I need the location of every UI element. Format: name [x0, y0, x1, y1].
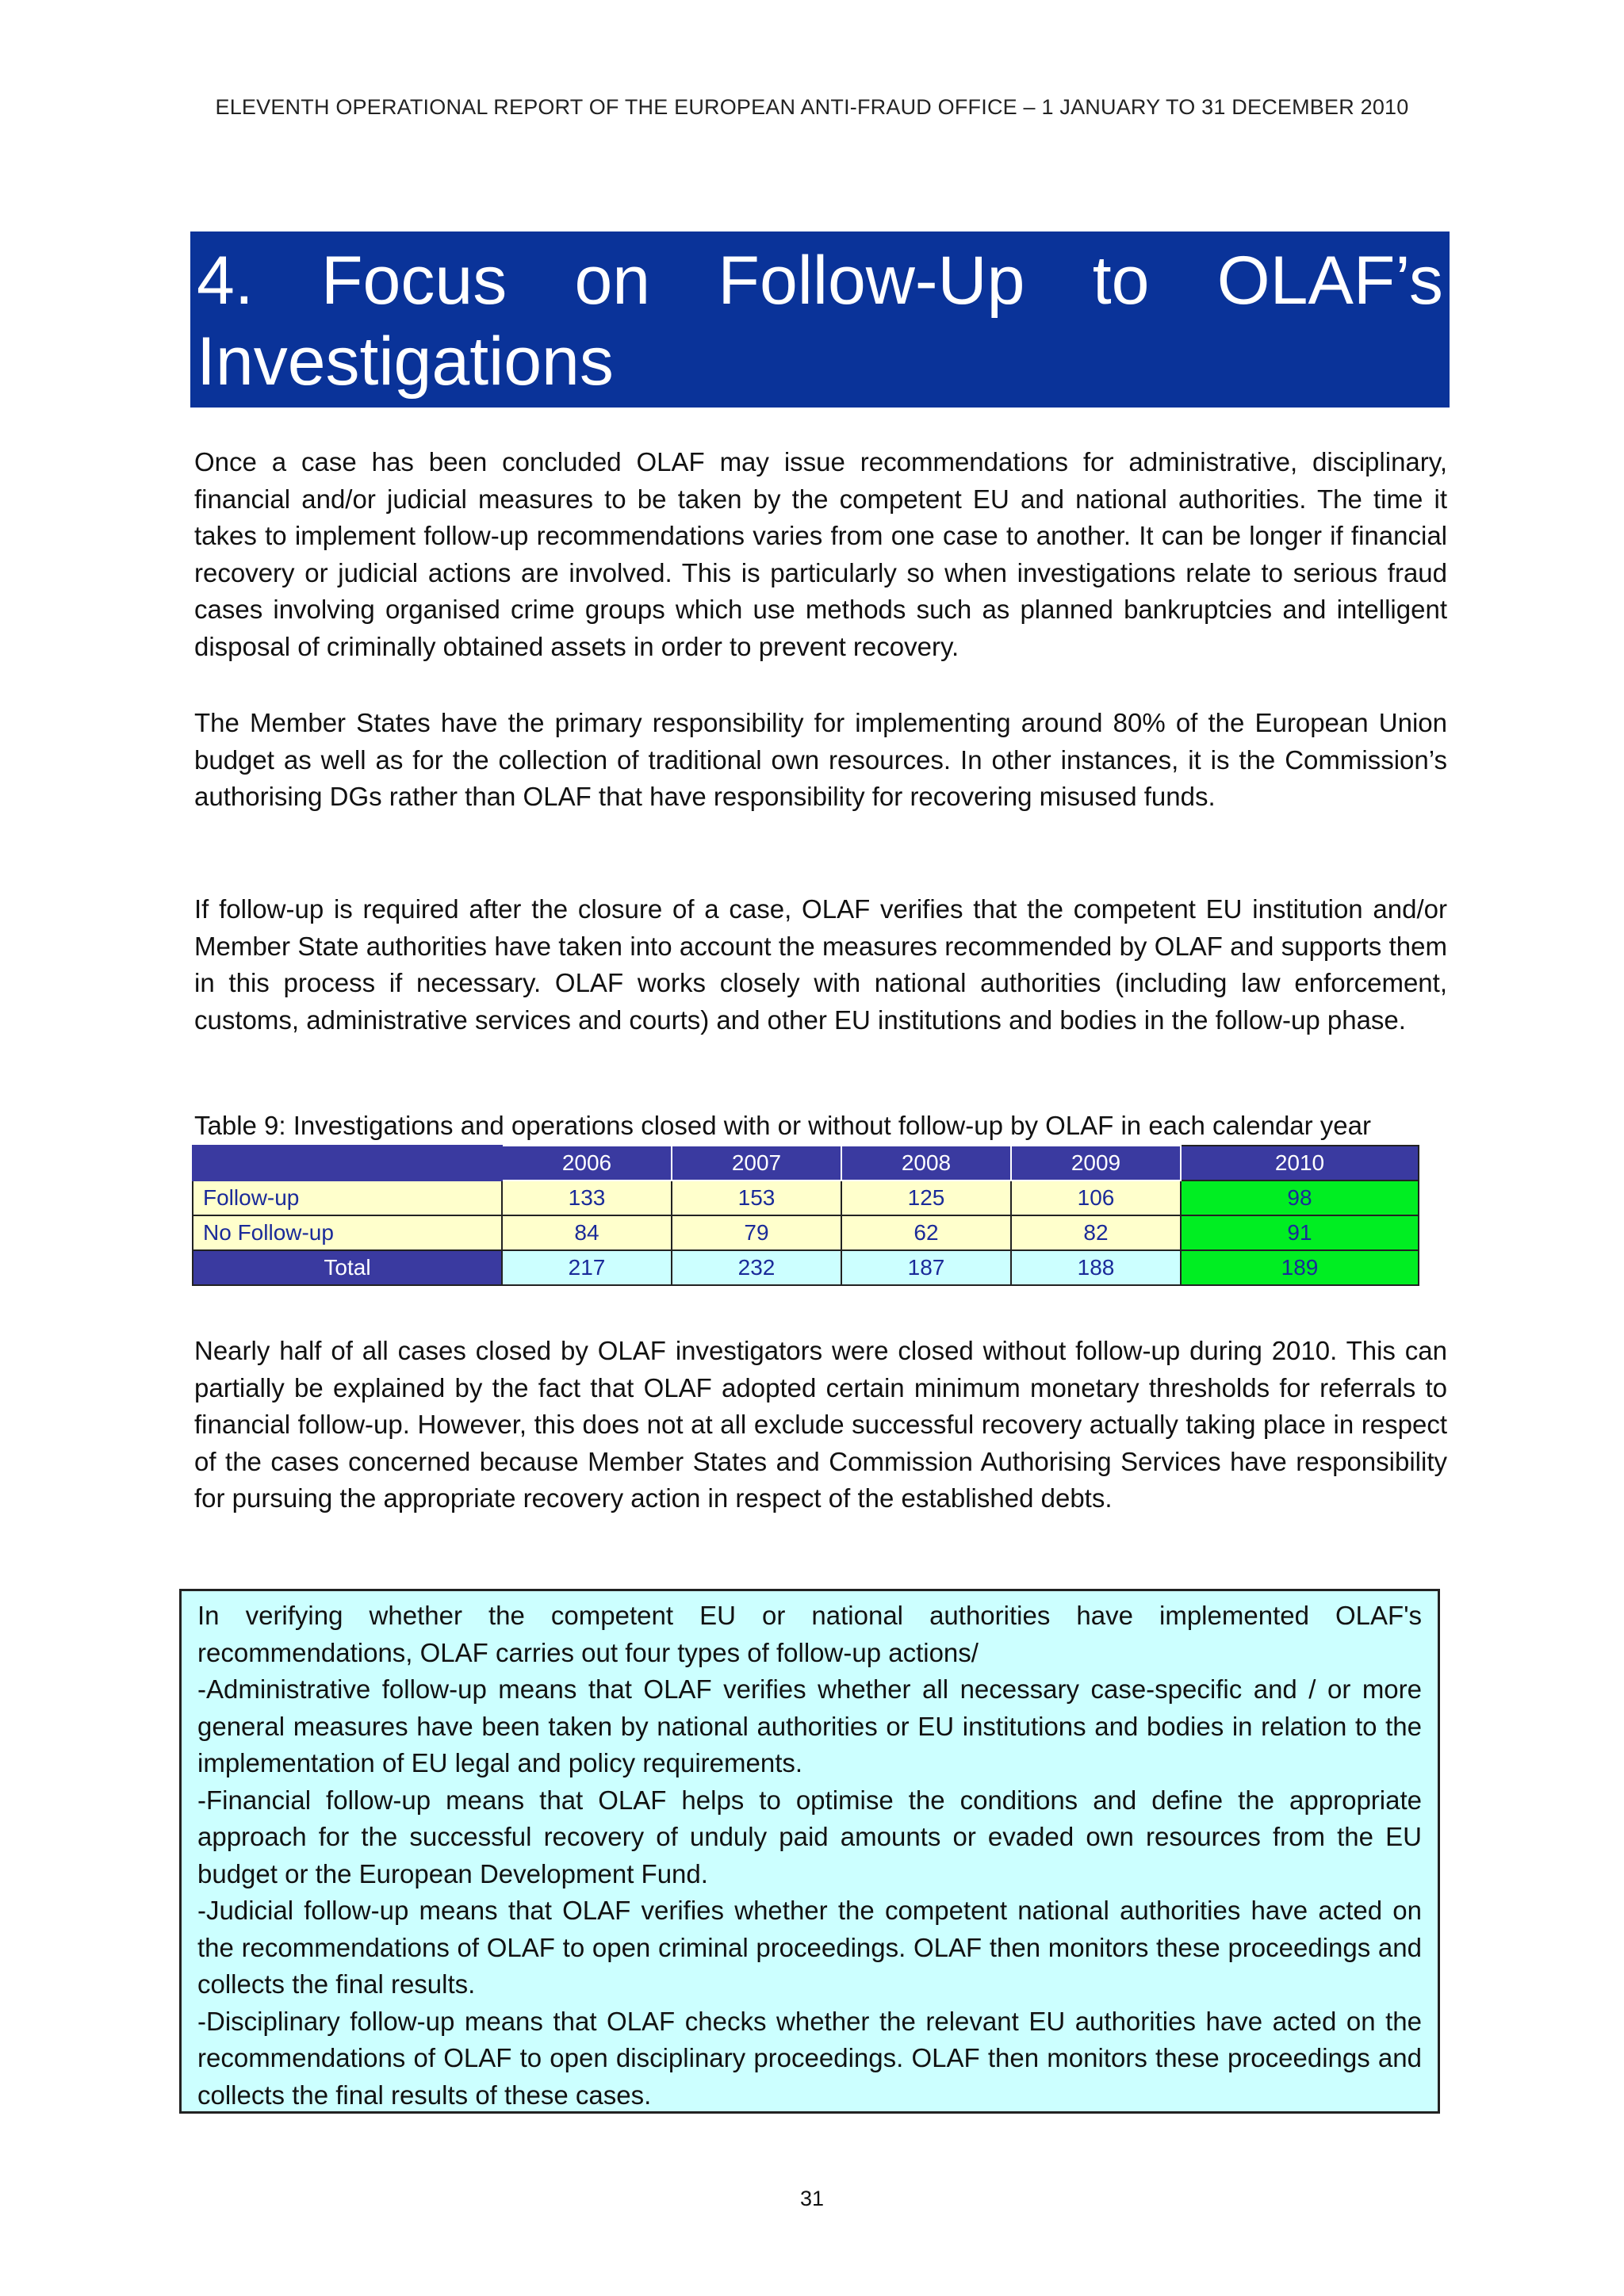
table-cell: 84 — [502, 1215, 672, 1250]
table-cell: 153 — [672, 1181, 841, 1215]
row-label: No Follow-up — [193, 1215, 502, 1250]
body-paragraph-2: The Member States have the primary responsibility for implementing around 80% of the European Union budget as well as for the collection of traditional own resources. In other instances, it is the Commission’s authorising DGs rather than OLAF that have responsibility for recovering misused funds. — [194, 708, 1447, 811]
year-header: 2010 — [1181, 1146, 1419, 1181]
chapter-number: 4. — [197, 243, 254, 319]
body-paragraph-1: Once a case has been concluded OLAF may issue recommendations for administrative, disciplinary, financial and/or judicial measures to be taken by the competent EU and national authorities. The time it takes to implement follow-up recommendations varies from one case to another. It can be longer if financial recovery or judicial actions are involved. This is particularly so when investigations relate to serious fraud cases involving organised crime groups which use methods such as planned bankruptcies and intelligent disposal of criminally obtained assets in order to prevent recovery. — [194, 447, 1447, 661]
chapter-word: to — [1092, 243, 1150, 319]
chapter-heading-line2: Investigations — [197, 323, 614, 400]
row-label-total: Total — [193, 1250, 502, 1285]
followup-info-box — [179, 1589, 1440, 2114]
year-header: 2007 — [672, 1146, 841, 1181]
followup-table — [192, 1145, 1419, 1286]
table-cell: 79 — [672, 1215, 841, 1250]
running-header: ELEVENTH OPERATIONAL REPORT OF THE EUROPEAN ANTI-FRAUD OFFICE – 1 JANUARY TO 31 DECEMBER 2010 — [215, 95, 1409, 119]
info-box-disciplinary: -Disciplinary follow-up means that OLAF checks whether the relevant EU authorities have acted on the recommendations of OLAF to open disciplinary proceedings. OLAF then monitors these proceedings and collects the final results of these cases. — [197, 2006, 1422, 2110]
year-header: 2009 — [1011, 1146, 1181, 1181]
table-caption: Table 9: Investigations and operations closed with or without follow-up by OLAF in each calendar year — [194, 1111, 1372, 1140]
table-cell: 82 — [1011, 1215, 1181, 1250]
chapter-word: Focus — [321, 243, 508, 319]
table-cell: 133 — [502, 1181, 672, 1215]
chapter-word: OLAF’s — [1216, 243, 1443, 319]
body-paragraph-3: If follow-up is required after the closure of a case, OLAF verifies that the competent EU institution and/or Member State authorities have taken into account the measures recommended by OLAF and supports them in this process if necessary. OLAF works closely with national authorities (including law enforcement, customs, administrative services and courts) and other EU institutions and bodies in the follow-up phase. — [194, 894, 1447, 1035]
table-cell: 106 — [1011, 1181, 1181, 1215]
info-box-financial: -Financial follow-up means that OLAF helps to optimise the conditions and define the appropriate approach for the successful recovery of unduly paid amounts or evaded own resources from the EU budget or the European Development Fund. — [197, 1785, 1422, 1888]
row-label: Follow-up — [193, 1181, 502, 1215]
table-cell-total: 187 — [841, 1250, 1011, 1285]
info-box-administrative: -Administrative follow-up means that OLAF verifies whether all necessary case-specific and / or more general measures have been taken by national authorities or EU institutions and bodies in relation to the implementation of EU legal and policy requirements. — [197, 1674, 1422, 1777]
table-cell-total: 217 — [502, 1250, 672, 1285]
table-cell-total: 232 — [672, 1250, 841, 1285]
year-header: 2008 — [841, 1146, 1011, 1181]
table-row-no-followup — [193, 1215, 1419, 1250]
table-cell: 125 — [841, 1181, 1011, 1215]
chapter-word: on — [574, 243, 651, 319]
table-header-row — [193, 1146, 1419, 1181]
table-cell-highlight: 91 — [1181, 1215, 1419, 1250]
table-row-followup — [193, 1181, 1419, 1215]
table-cell: 62 — [841, 1215, 1011, 1250]
chapter-word: Follow-Up — [718, 243, 1025, 319]
body-paragraph-4: Nearly half of all cases closed by OLAF investigators were closed without follow-up during 2010. This can partially be explained by the fact that OLAF adopted certain minimum monetary thresholds for referrals to financial follow-up. However, this does not at all exclude successful recovery actually taking place in respect of the cases concerned because Member States and Commission Authorising Services have responsibility for pursuing the appropriate recovery action in respect of the established debts. — [194, 1336, 1447, 1513]
chapter-heading — [190, 232, 1450, 408]
year-header: 2006 — [502, 1146, 672, 1181]
table-corner-cell — [193, 1146, 502, 1181]
table-row-total — [193, 1250, 1419, 1285]
page-number: 31 — [799, 2187, 825, 2210]
table-cell-total: 188 — [1011, 1250, 1181, 1285]
table-cell-highlight: 98 — [1181, 1181, 1419, 1215]
info-box-judicial: -Judicial follow-up means that OLAF verifies whether the competent national authorities have acted on the recommendations of OLAF to open criminal proceedings. OLAF then monitors these proceedings and collects the final results. — [197, 1896, 1422, 1999]
chapter-heading-line1 — [197, 241, 1443, 320]
table-cell-highlight: 189 — [1181, 1250, 1419, 1285]
info-box-intro: In verifying whether the competent EU or national authorities have implemented OLAF's recommendations, OLAF carries out four types of follow-up actions/ — [197, 1601, 1422, 1667]
